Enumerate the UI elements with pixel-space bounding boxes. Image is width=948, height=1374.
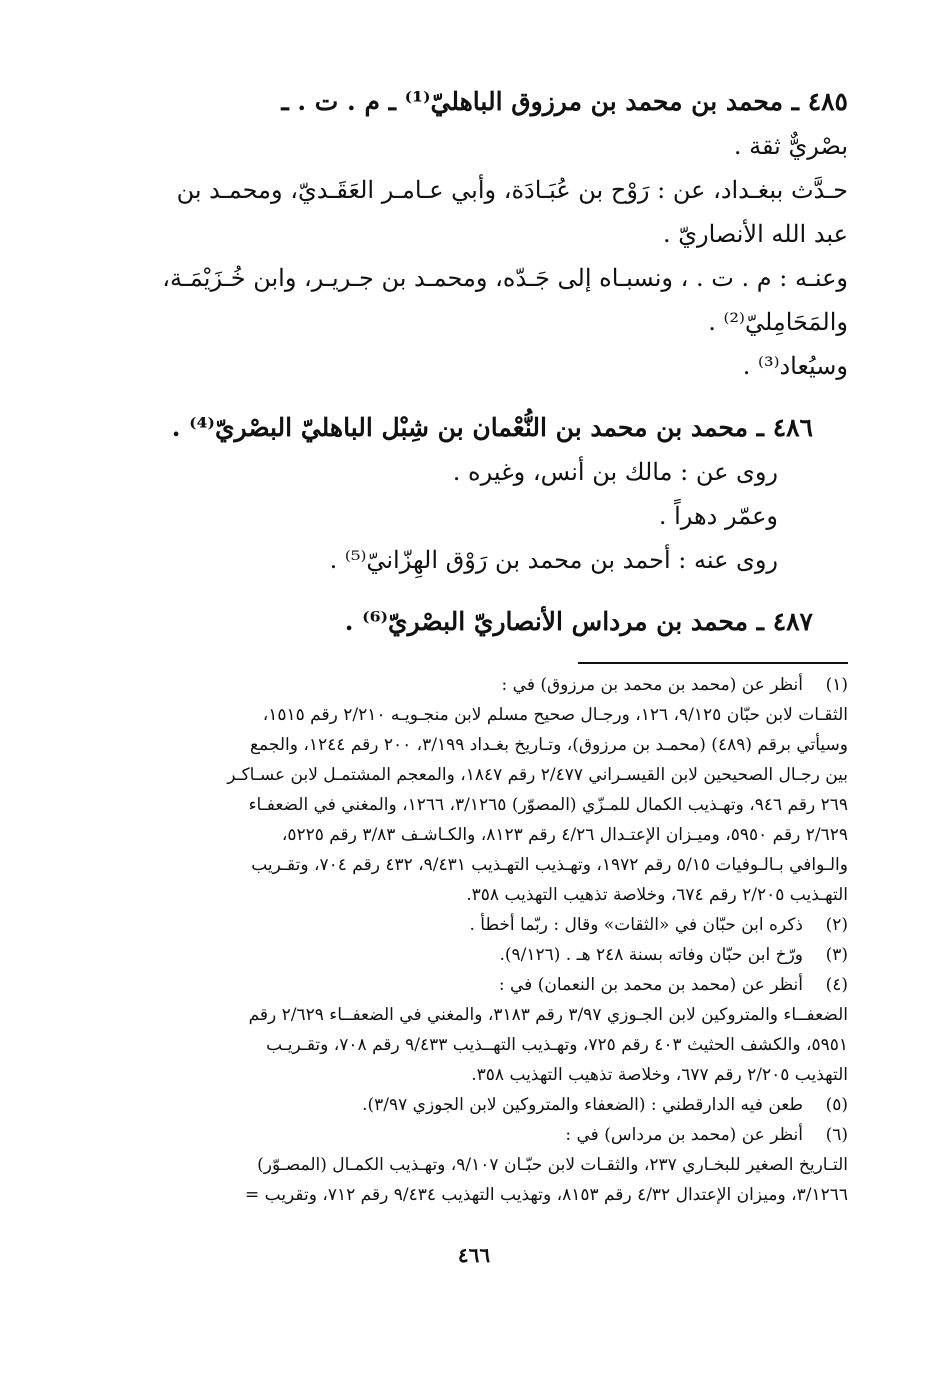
footnote-4 bbox=[110, 970, 848, 1000]
footnote-line: الضعفــاء والمتروكين لابن الجـوزي ٣/٩٧ رقم ٣١٨٣، والمغني في الضعفــاء ٢/٦٢٩ رقم bbox=[248, 1005, 848, 1025]
footnote-6-body bbox=[110, 1150, 848, 1210]
footnote-line: وسيأتي برقم (٤٨٩) (محمـد بن مرزوق)، وتـاريخ بغـداد ٣/١٩٩، ٢٠٠ رقم ١٢٤٤، والجمع bbox=[249, 735, 848, 755]
footnote-1-body bbox=[110, 700, 848, 910]
footnote-line: ٣/١٢٦٦، وميزان الإعتدال ٤/٣٢ رقم ٨١٥٣، وتهذيب التهذيب ٩/٤٣٤ رقم ٧١٢، وتقريب = bbox=[244, 1185, 848, 1205]
footnote-1 bbox=[110, 670, 848, 700]
footnote-line: ورّخ ابن حبّان وفاته بسنة ٢٤٨ هـ . (٩/١٢٦). bbox=[499, 945, 803, 965]
entry-heading: ٤٨٧ ـ محمد بن مرداس الأنصاريّ البصْريّ⁽⁶⁾ . bbox=[344, 607, 813, 636]
entry-line: والمَحَامِليّ⁽²⁾ . bbox=[708, 308, 848, 336]
footnote-line: ٢٦٩ رقم ٩٤٦، وتهـذيب الكمال للمـزّي (المصوّر) ٣/١٢٦٥، ١٢٦٦، والمغني في الضعفـاء bbox=[248, 795, 848, 815]
footnote-line: الثقـات لابن حبّان ٩/١٢٥، ١٢٦، ورجـال صحيح مسلم لابن منجـويـه ٢/٢١٠ رقم ١٥١٥، bbox=[262, 705, 848, 725]
footnote-line: ٢/٦٢٩ رقم ٥٩٥٠، وميـزان الإعتـدال ٤/٢٦ رقم ٨١٢٣، والكـاشـف ٣/٨٣ رقم ٥٢٢٥، bbox=[281, 825, 848, 845]
footnote-line: والـوافي بـالـوفيات ٥/١٥ رقم ١٩٧٢، وتهـذيب التهـذيب ٩/٤٣١، ٤٣٢ رقم ٧٠٤، وتقـريب bbox=[251, 855, 848, 875]
footnote-2 bbox=[110, 910, 848, 940]
footnote-line: أنظر عن (محمد بن مرداس) في : bbox=[565, 1125, 803, 1145]
footnote-line: أنظر عن (محمد بن محمد بن النعمان) في : bbox=[498, 975, 803, 995]
footnote-6 bbox=[110, 1120, 848, 1150]
entry-line: وعمّر دهراً . bbox=[658, 502, 778, 530]
entry-heading: ٤٨٥ ـ محمد بن محمد بن مرزوق الباهليّ⁽¹⁾ ـ م . ت . ـ bbox=[281, 87, 848, 116]
page-number: ٤٦٦ bbox=[457, 1243, 491, 1267]
footnote-line: التـاريخ الصغير للبخـاري ٢٣٧، والثقـات لابن حبّـان ٩/١٠٧، وتهـذيب الكمـال (المصـوّر) bbox=[257, 1155, 848, 1175]
footnote-number: (٢) bbox=[825, 915, 848, 935]
entry-line: روى عن : مالك بن أنس، وغيره . bbox=[452, 458, 778, 486]
entry-line: عبد الله الأنصاريّ . bbox=[662, 220, 848, 248]
entry-line: وسيُعاد⁽³⁾ . bbox=[742, 352, 848, 380]
footnote-4-body bbox=[110, 1000, 848, 1090]
footnote-5 bbox=[110, 1090, 848, 1120]
footnote-number: (٦) bbox=[825, 1125, 848, 1145]
footnote-separator bbox=[578, 662, 848, 664]
entry-line: بصْريٌّ ثقة . bbox=[733, 132, 848, 160]
footnote-number: (٤) bbox=[825, 975, 848, 995]
footnote-line: أنظر عن (محمد بن محمد بن مرزوق) في : bbox=[501, 675, 803, 695]
entry-487 bbox=[110, 600, 848, 644]
footnote-line: التهذيب ٢/٢٠٥ رقم ٦٧٧، وخلاصة تذهيب التهذيب ٣٥٨. bbox=[471, 1065, 848, 1085]
entry-486 bbox=[110, 406, 848, 582]
footnote-line: التهـذيب ٢/٢٠٥ رقم ٦٧٤، وخلاصة تذهيب التهذيب ٣٥٨. bbox=[466, 885, 848, 905]
footnote-line: بين رجـال الصحيحين لابن القيسـراني ٢/٤٧٧ رقم ١٨٤٧، والمعجم المشتمـل لابن عسـاكـر bbox=[227, 765, 848, 785]
footnotes bbox=[110, 670, 848, 1210]
footnote-line: ذكره ابن حبّان في «الثقات» وقال : ربّما أخطأ . bbox=[469, 915, 803, 935]
book-page bbox=[110, 80, 848, 1210]
footnote-line: طعن فيه الدارقطني : (الضعفاء والمتروكين لابن الجوزي ٣/٩٧). bbox=[362, 1095, 803, 1115]
footnote-number: (٣) bbox=[825, 945, 848, 965]
entry-line: وعنـه : م . ت . ، ونسبـاه إلى جَـدّه، ومحمـد بن جـريـر، وابن خُـزَيْمَـة، bbox=[162, 264, 848, 292]
footnote-3 bbox=[110, 940, 848, 970]
entry-line: حـدَّث ببغـداد، عن : رَوْح بن عُبَـادَة، وأبي عـامـر العَقَـديّ، ومحمـد بن bbox=[176, 176, 848, 204]
entry-485 bbox=[110, 80, 848, 388]
footnote-number: (٥) bbox=[825, 1095, 848, 1115]
footnote-number: (١) bbox=[825, 675, 848, 695]
entry-heading: ٤٨٦ ـ محمد بن محمد بن النُّعْمان بن شِبْل الباهليّ البصْريّ⁽⁴⁾ . bbox=[171, 413, 813, 442]
entry-line: روى عنه : أحمد بن محمد بن رَوْق الهِزّانيّ⁽⁵⁾ . bbox=[329, 546, 778, 574]
footnote-line: ٥٩٥١، والكشف الحثيث ٤٠٣ رقم ٧٢٥، وتهـذيب التهــذيب ٩/٤٣٣ رقم ٧٠٨، وتقـريـب bbox=[266, 1035, 848, 1055]
